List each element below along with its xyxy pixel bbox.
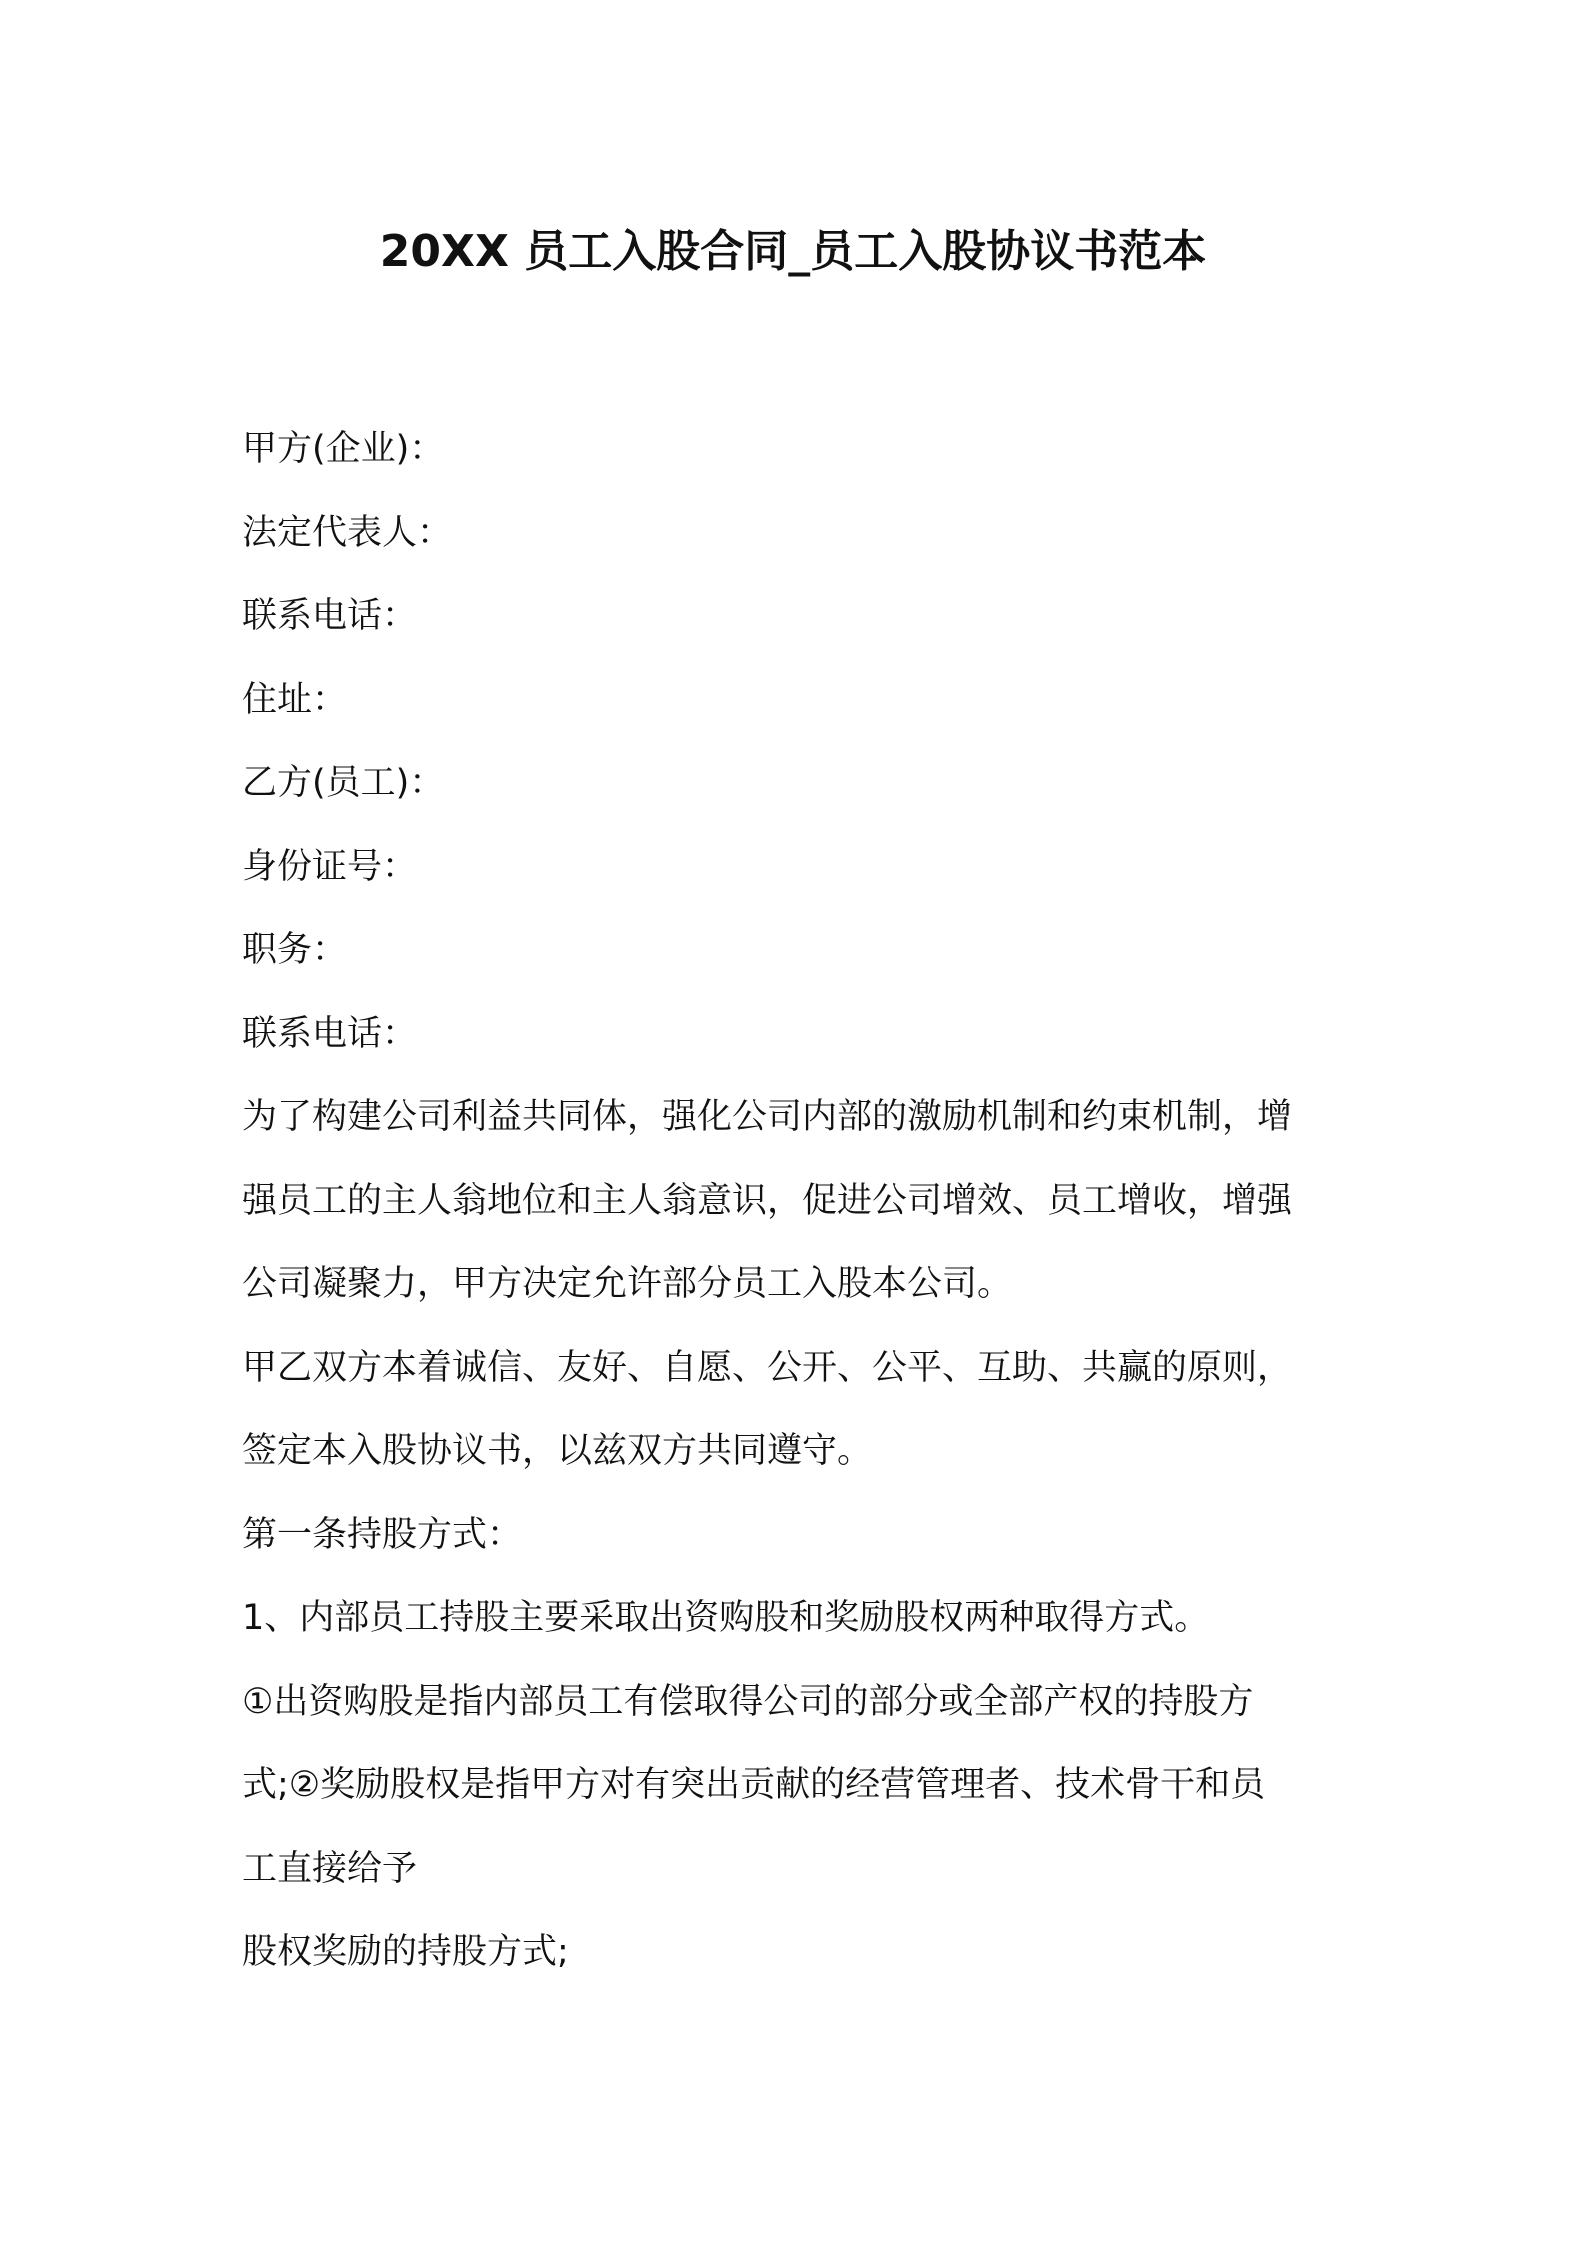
legal-representative-label: 法定代表人： [242,512,453,553]
paragraph-line: 强员工的主人翁地位和主人翁意识，促进公司增效、员工增收，增强 [242,1180,1293,1221]
document-title: 20XX 员工入股合同_员工入股协议书范本 [379,226,1207,277]
paragraph-line: 工直接给予 [242,1848,418,1889]
document-body [242,408,1362,1995]
position-label: 职务： [242,930,348,970]
party-b-label: 乙方(员工)： [242,763,445,803]
paragraph-line: 甲乙双方本着诚信、友好、自愿、公开、公平、互助、共赢的原则， [242,1347,1293,1388]
party-a-label: 甲方(企业)： [242,429,445,469]
paragraph-line: ①出资购股是指内部员工有偿取得公司的部分或全部产权的持股方 [242,1681,1254,1722]
paragraph-line: 为了构建公司利益共同体，强化公司内部的激励机制和约束机制，增 [242,1097,1293,1137]
paragraph-line: 公司凝聚力，甲方决定允许部分员工入股本公司。 [242,1264,1013,1304]
party-a-phone-label: 联系电话： [242,596,418,636]
article-heading: 第一条持股方式： [242,1514,523,1555]
address-label: 住址： [242,679,348,720]
party-b-phone-label: 联系电话： [242,1013,418,1054]
id-number-label: 身份证号： [242,846,418,887]
paragraph-line: 1、内部员工持股主要采取出资购股和奖励股权两种取得方式。 [242,1598,1210,1638]
paragraph-line: 股权奖励的持股方式; [242,1932,569,1972]
paragraph-line: 式;②奖励股权是指甲方对有突出贡献的经营管理者、技术骨干和员 [242,1765,1266,1805]
paragraph-line: 签定本入股协议书，以兹双方共同遵守。 [242,1431,873,1471]
